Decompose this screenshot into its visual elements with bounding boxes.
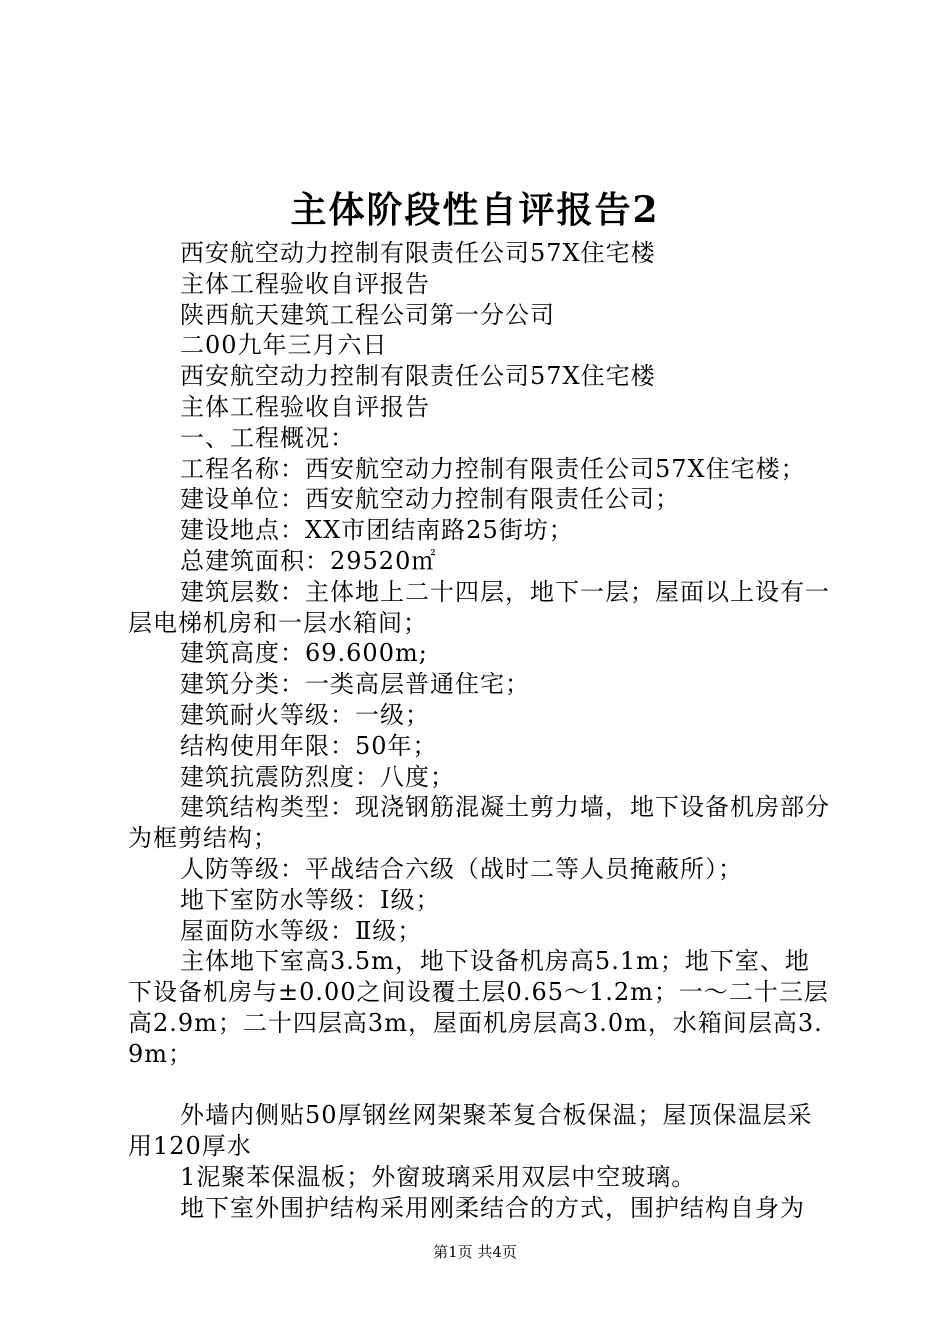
- paragraph: 地下室防水等级：Ⅰ级；: [180, 885, 441, 914]
- paragraph: 外墙内侧贴50厚钢丝网架聚苯复合板保温；屋顶保温层采用120厚水: [128, 1101, 813, 1161]
- paragraph: 二00九年三月六日: [180, 331, 388, 360]
- paragraph: 屋面防水等级：Ⅱ级；: [180, 916, 423, 945]
- paragraph: 一、工程概况：: [180, 423, 355, 452]
- paragraph: 建筑分类：一类高层普通住宅；: [180, 670, 530, 699]
- paragraph: 建设单位：西安航空动力控制有限责任公司；: [180, 485, 680, 514]
- paragraph: 西安航空动力控制有限责任公司57X住宅楼: [180, 239, 656, 267]
- paragraph: 西安航空动力控制有限责任公司57X住宅楼: [180, 362, 656, 391]
- paragraph: 主体地下室高3.5m，地下设备机房高5.1m；地下室、地下设备机房与±0.00之间设覆土层0.65～1.2m；一～二十三层高2.9m；二十四层高3m，屋面机房层高3.0m，水箱间层高3.9m；: [128, 947, 829, 1068]
- paragraph: 工程名称：西安航空动力控制有限责任公司57X住宅楼；: [180, 454, 806, 483]
- paragraph: 陕西航天建筑工程公司第一分公司: [180, 300, 555, 329]
- paragraph: 主体工程验收自评报告: [180, 392, 430, 421]
- paragraph: 总建筑面积：29520㎡: [180, 546, 437, 575]
- blank-line: [128, 1070, 833, 1101]
- paragraph: 建筑高度：69.600m;: [180, 639, 428, 668]
- document-title: 主体阶段性自评报告2: [290, 189, 660, 231]
- paragraph: 地下室外围护结构采用刚柔结合的方式，围护结构自身为: [180, 1193, 805, 1222]
- paragraph: 1泥聚苯保温板；外窗玻璃采用双层中空玻璃。: [180, 1162, 697, 1191]
- paragraph: 主体工程验收自评报告: [180, 269, 430, 298]
- paragraph: 建设地点：XX市团结南路25街坊；: [180, 516, 574, 545]
- paragraph: 人防等级：平战结合六级（战时二等人员掩蔽所）；: [180, 854, 743, 883]
- paragraph: 建筑耐火等级：一级；: [180, 700, 430, 729]
- paragraph: 建筑抗震防烈度：八度；: [180, 762, 455, 791]
- paragraph: 结构使用年限：50年；: [180, 731, 438, 760]
- paragraph: 建筑层数：主体地上二十四层，地下一层；屋面以上设有一层电梯机房和一层水箱间；: [128, 577, 830, 637]
- page-footer: 第1页 共4页: [433, 1243, 517, 1261]
- document-body: [128, 238, 833, 1224]
- paragraph: 建筑结构类型：现浇钢筋混凝土剪力墙，地下设备机房部分为框剪结构；: [128, 793, 830, 853]
